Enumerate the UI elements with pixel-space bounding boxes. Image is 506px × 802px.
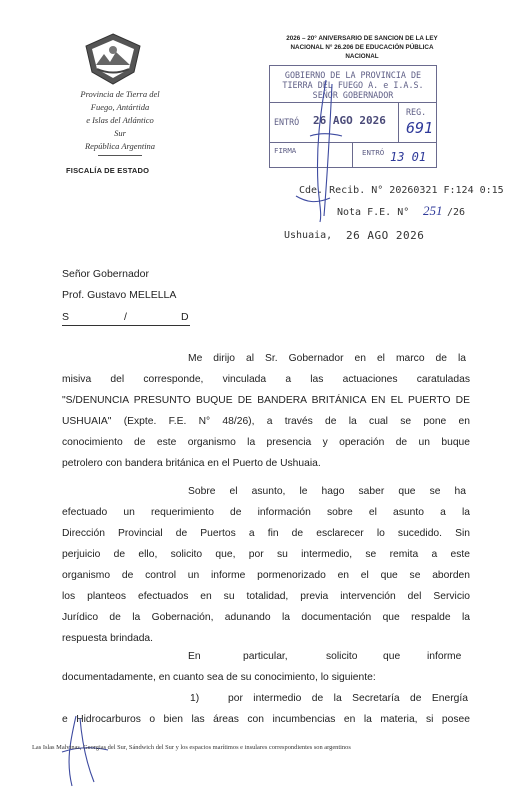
stamp-reg-number: 691 [406, 119, 434, 137]
body-word: particular, [243, 651, 288, 662]
stamp-line: GOBIERNO DE LA PROVINCIA DE [284, 70, 422, 80]
body-word: que [383, 651, 401, 662]
divider [98, 155, 142, 156]
nota-number: 251 [423, 203, 443, 218]
stamp-entro2-value: 13 01 [390, 150, 427, 164]
stamp-entro2-label: ENTRÓ [362, 148, 385, 157]
province-line: República Argentina [84, 141, 156, 151]
nota-suffix: /26 [447, 207, 466, 218]
addressee-d: D [181, 311, 189, 323]
addressee-name: Prof. Gustavo MELELLA [62, 289, 177, 301]
body-word: En [188, 651, 201, 662]
anniversary-line: NACIONAL [345, 53, 379, 60]
stamp-line: TIERRA DEL FUEGO A. e I.A.S. [282, 80, 424, 90]
body-line: "S/DENUNCIA PRESUNTO BUQUE DE BANDERA BRITÁNICA EN EL PUERTO DE [62, 395, 470, 406]
list-number: 1) [190, 693, 200, 704]
province-line: Sur [114, 128, 126, 138]
stamp-date: 26 AGO 2026 [313, 114, 386, 127]
body-line: misiva del corresponde, vinculada a las actuaciones caratuladas [62, 374, 470, 385]
province-line: Fuego, Antártida [90, 102, 150, 112]
body-line: USHUAIA" (Expte. F.E. N° 48/26), a través de la cual se pone en [62, 416, 470, 427]
body-line: efectuado un requerimiento de información sobre el asunto a la [62, 507, 470, 518]
province-line: Provincia de Tierra del [80, 89, 160, 99]
addressee-slash: / [124, 311, 127, 323]
body-line: respuesta brindada. [62, 633, 154, 644]
body-line: documentadamente, en cuanto sea de su conocimiento, lo siguiente: [62, 672, 376, 683]
addressee-underline [62, 325, 190, 326]
anniversary-line: NACIONAL N° 26.206 DE EDUCACIÓN PÚBLICA [290, 44, 434, 51]
receipt-date: 26 AGO 2026 [346, 229, 425, 242]
stamp-reg-label: REG. [406, 107, 427, 117]
addressee-s: S [62, 311, 70, 323]
body-line: perjuicio de ello, solicito que, por su intermedio, se remita a este [62, 549, 470, 560]
stamp-firma-label: FIRMA [274, 146, 297, 155]
body-line: Sobre el asunto, le hago saber que se ha [188, 486, 466, 497]
province-line: e Islas del Atlántico [86, 115, 154, 125]
stamp-line: SEÑOR GOBERNADOR [312, 90, 394, 100]
city: Ushuaia, [284, 230, 333, 241]
body-line: e Hidrocarburos o bien las áreas con incumbencias en la materia, si posee [62, 714, 470, 725]
body-line: Jurídico de la Gobernación, adunando la documentación que respalde la [62, 612, 470, 623]
body-line: por intermedio de la Secretaría de Energía [228, 693, 468, 704]
fiscalia-title: FISCALÍA DE ESTADO [66, 166, 150, 175]
body-word: solicito [326, 651, 358, 662]
body-line: petrolero con bandera británica en el Puerto de Ushuaia. [62, 458, 321, 469]
body-line: Me dirijo al Sr. Gobernador en el marco de la [188, 353, 466, 364]
signature-icon [286, 76, 356, 226]
anniversary-line: 2026 – 20° ANIVERSARIO DE SANCION DE LA LEY [286, 35, 438, 42]
province-crest-icon [82, 32, 144, 86]
stamp-entro-label: ENTRÓ [274, 117, 300, 127]
addressee-title: Señor Gobernador [62, 268, 149, 280]
footer-text: Las Islas Malvinas, Georgias del Sur, Sándwich del Sur y los espacios marítimos e insulares correspondientes son argentinos [32, 744, 351, 751]
body-word: informe [427, 651, 462, 662]
body-line: Dirección Provincial de Puertos a fin de esclarecer lo sucedido. Sin [62, 528, 470, 539]
signature-icon [56, 712, 116, 792]
body-line: los planteos efectuados en su totalidad, previa intervención del Servicio [62, 591, 470, 602]
body-line: conocimiento de este organismo la presencia y operación de un buque [62, 437, 470, 448]
receipt-number: Cde. Recib. N° 20260321 F:124 0:15 [299, 185, 504, 196]
nota-prefix: Nota F.E. N° [337, 207, 410, 218]
body-line: organismo de control un informe pormenorizado en el que se aborden [62, 570, 470, 581]
